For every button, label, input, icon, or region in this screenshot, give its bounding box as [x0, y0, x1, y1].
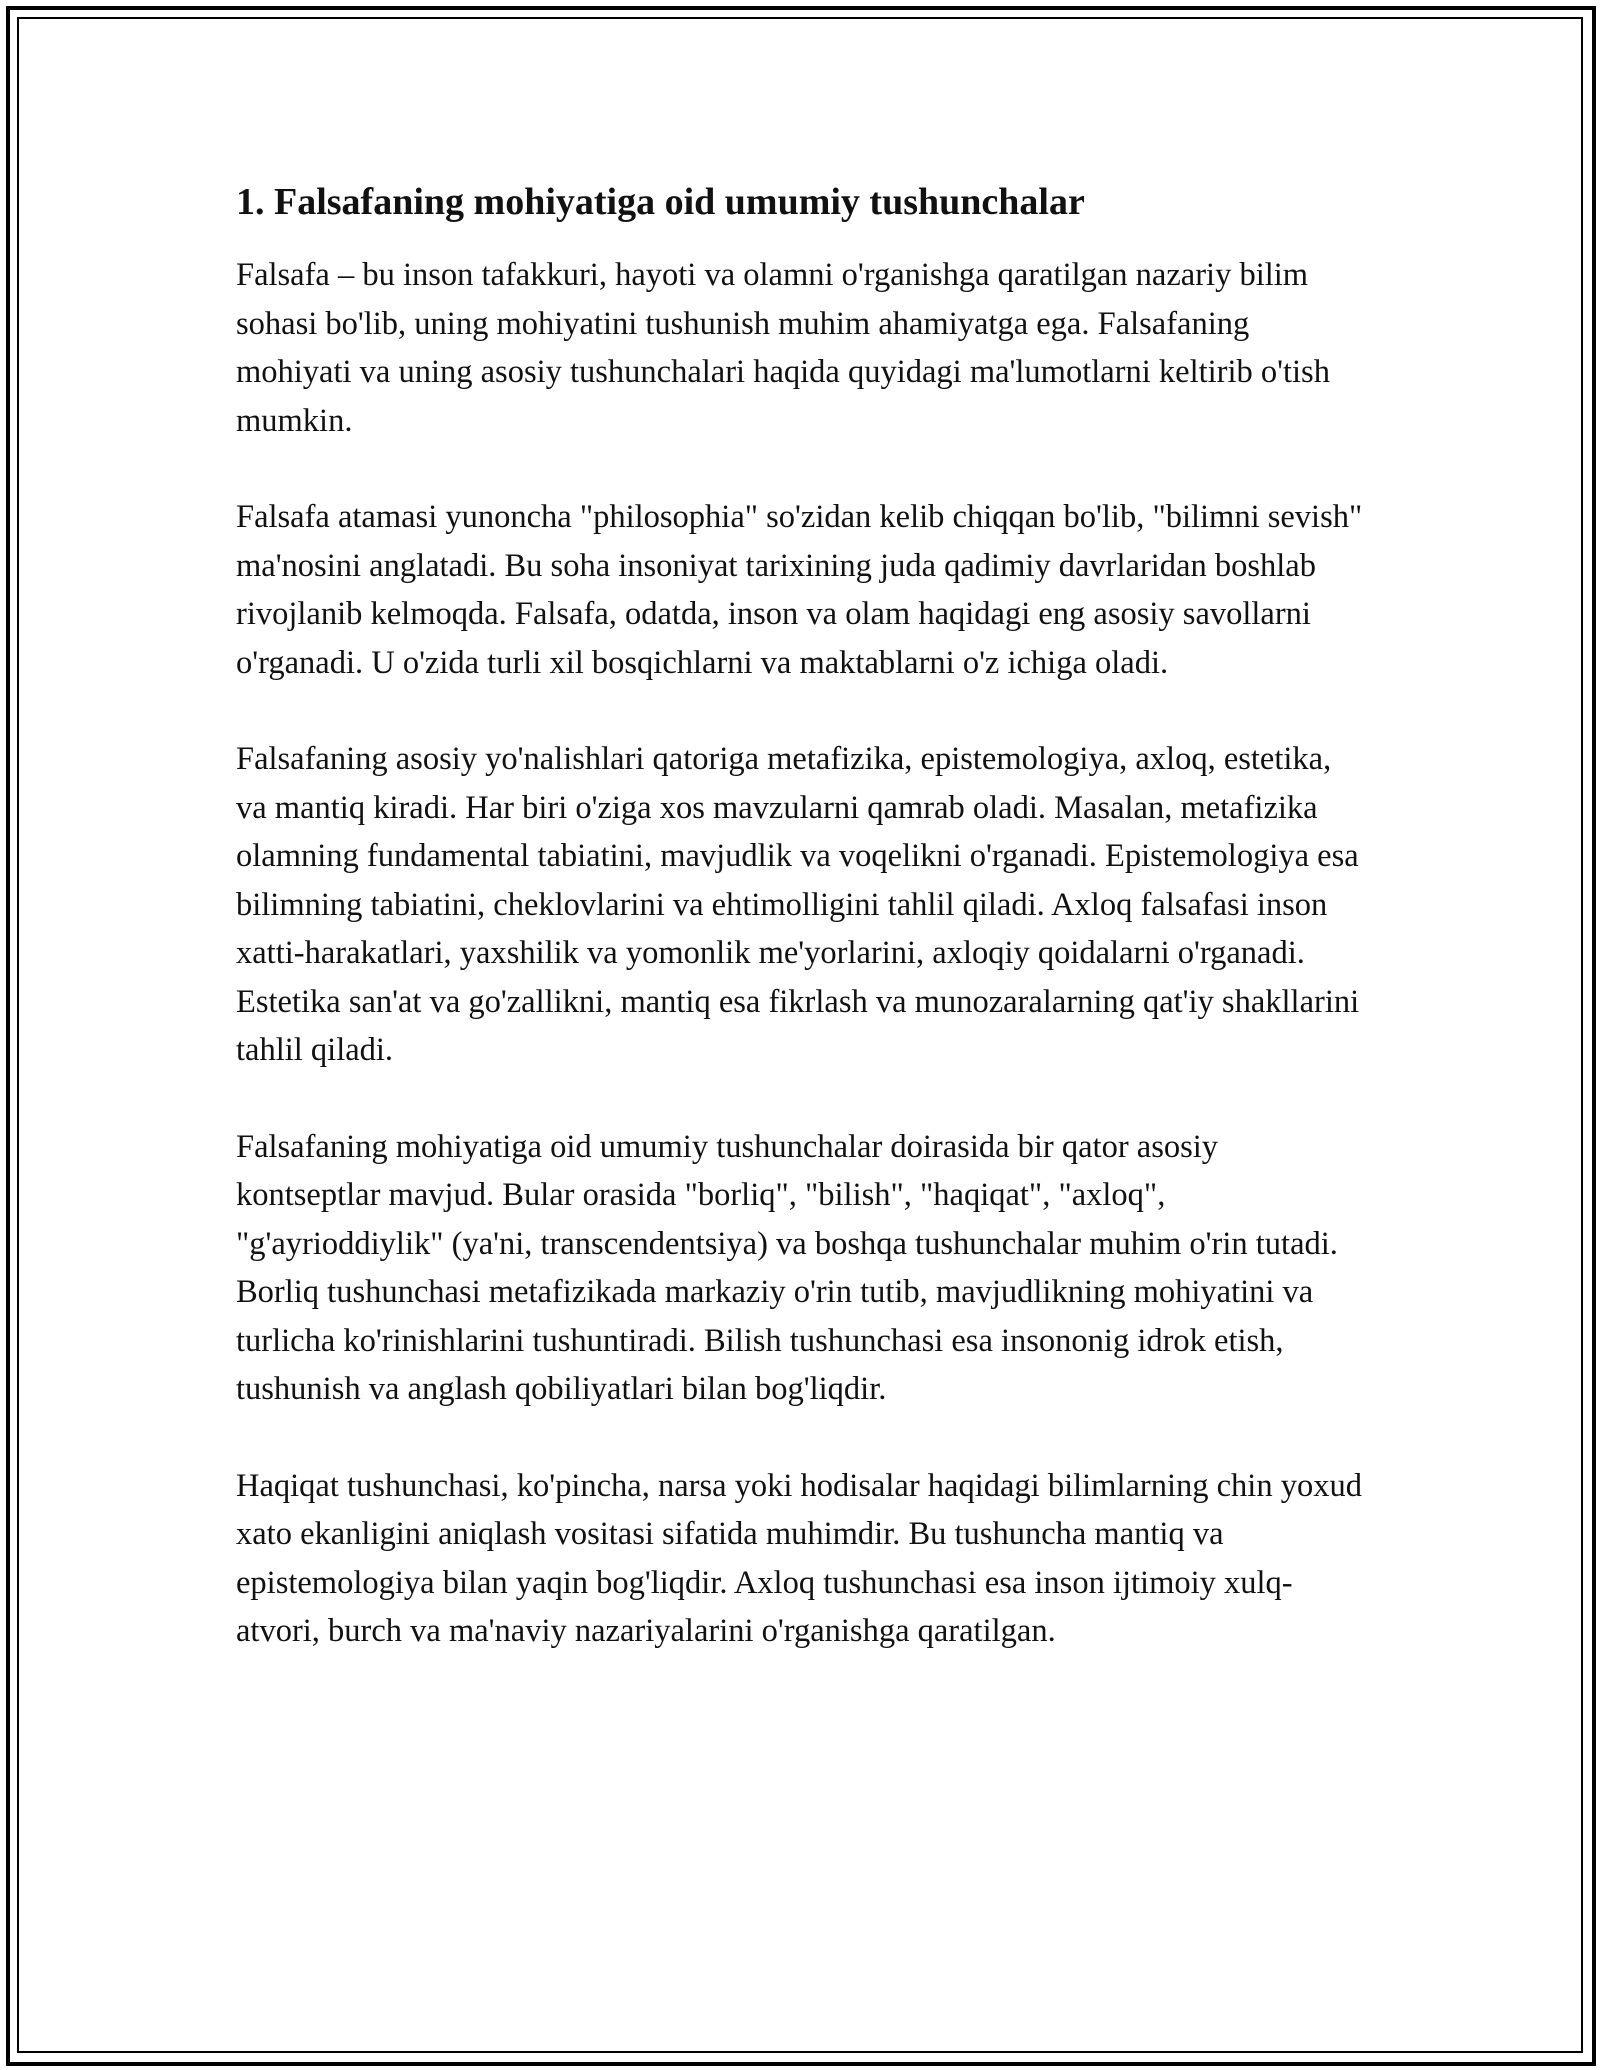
paragraph-intro: Falsafa – bu inson tafakkuri, hayoti va olamni o'rganishga qaratilgan nazariy bilim sohasi bo'lib, uning mohiyatini tushunish muhim ahamiyatga ega. Falsafaning mohiyati va uning asosiy tushunchalari haqida quyidagi ma'lumotlarni keltirib o'tish mumkin.: [236, 257, 1330, 439]
paragraph-truth-ethics: Haqiqat tushunchasi, ko'pincha, narsa yoki hodisalar haqidagi bilimlarning chin yoxud xato ekanligini aniqlash vositasi sifatida muhimdir. Bu tushuncha mantiq va epistemologiya bilan yaqin bog'liqdir. Axloq tushunchasi esa inson ijtimoiy xulq-atvori, burch va ma'naviy nazariyalarini o'rganishga qaratilgan.: [236, 1467, 1362, 1650]
paragraph-etymology: Falsafa atamasi yunoncha "philosophia" so'zidan kelib chiqqan bo'lib, "bilimni sevish" ma'nosini anglatadi. Bu soha insoniyat tarixining juda qadimiy davrlaridan boshlab rivojlanib kelmoqda. Falsafa, odatda, inson va olam haqidagi eng asosiy savollarni o'rganadi. U o'zida turli xil bosqichlarni va maktablarni o'z ichiga oladi.: [236, 499, 1363, 681]
section-heading: 1. Falsafaning mohiyatiga oid umumiy tushunchalar: [236, 181, 1085, 223]
paragraph-core-concepts: Falsafaning mohiyatiga oid umumiy tushunchalar doirasida bir qator asosiy kontseptlar mavjud. Bular orasida "borliq", "bilish", "haqiqat", "axloq", "g'ayrioddiylik" (ya'ni, transcendentsiya) va boshqa tushunchalar muhim o'rin tutadi. Borliq tushunchasi metafizikada markaziy o'rin tutib, mavjudlikning mohiyatini va turlicha ko'rinishlarini tushuntiradi. Bilish tushunchasi esa insononig idrok etish, tushunish va anglash qobiliyatlari bilan bog'liqdir.: [236, 1128, 1338, 1408]
paragraph-branches: Falsafaning asosiy yo'nalishlari qatoriga metafizika, epistemologiya, axloq, estetika, va mantiq kiradi. Har biri o'ziga xos mavzularni qamrab oladi. Masalan, metafizika olamning fundamental tabiatini, mavjudlik va voqelikni o'rganadi. Epistemologiya esa bilimning tabiatini, cheklovlarini va ehtimolligini tahlil qiladi. Axloq falsafasi inson xatti-harakatlari, yaxshilik va yomonlik me'yorlarini, axloqiy qoidalarni o'rganadi. Estetika san'at va go'zallikni, mantiq esa fikrlash va munozaralarning qat'iy shakllarini tahlil qiladi.: [236, 741, 1360, 1069]
document-body: [236, 178, 1366, 1656]
